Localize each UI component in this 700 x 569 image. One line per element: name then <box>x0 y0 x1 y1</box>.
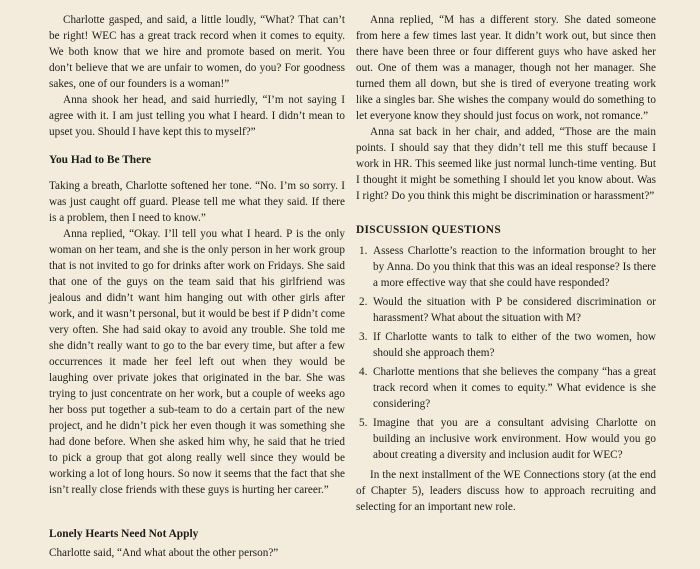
section-heading-lonely-hearts: Lonely Hearts Need Not Apply <box>49 528 199 540</box>
discussion-question <box>356 294 656 326</box>
question-number: 4. <box>359 366 368 378</box>
section-heading-you-had-to-be-there: You Had to Be There <box>49 154 152 166</box>
question-text: Would the situation with P be considered discrimination or harassment? What about the situation with M? <box>373 296 656 324</box>
left-column <box>49 12 345 561</box>
discussion-questions-heading: DISCUSSION QUESTIONS <box>356 224 501 236</box>
question-number: 2. <box>359 296 368 308</box>
question-number: 5. <box>359 417 368 429</box>
question-number: 1. <box>359 245 368 257</box>
paragraph-anna-shook-head: Anna shook her head, and said hurriedly, “I’m not saying I agree with it. I am just telling you what I heard. I didn’t mean to upset you. Should I have kept this to myself?” <box>49 94 345 138</box>
paragraph-other-person: Charlotte said, “And what about the other person?” <box>49 547 279 559</box>
discussion-question <box>356 415 656 463</box>
paragraph-charlotte-gasped: Charlotte gasped, and said, a little loudly, “What? That can’t be right! WEC has a great track record when it comes to equity. We both know that we hire and promote based on merit. You don’t believe that we are unfair to women, do you? For goodness sakes, one of our founders is a woman!” <box>49 14 345 90</box>
discussion-question <box>356 329 656 361</box>
paragraph-anna-sat-back: Anna sat back in her chair, and added, “Those are the main points. I should say that they didn’t tell me this stuff because I work in HR. This seemed like just normal lunch-time venting. But I thought it might be something I should let you know about. Was I right? Do you think this might be discrimination or harassment?” <box>356 126 656 202</box>
question-text: If Charlotte wants to talk to either of the two women, how should she approach them? <box>373 331 656 359</box>
question-text: Assess Charlotte’s reaction to the information brought to her by Anna. Do you think that this was an ideal response? Is there a more effective way that she could have responded? <box>373 245 656 289</box>
question-text: Imagine that you are a consultant advising Charlotte on building an inclusive work environment. How would you go about creating a diversity and inclusion audit for WEC? <box>373 417 656 461</box>
discussion-question <box>356 243 656 291</box>
discussion-questions-list <box>356 243 656 463</box>
paragraph-anna-replied-p: Anna replied, “Okay. I’ll tell you what I heard. P is the only woman on her team, and she is the only person in her work group that is not invited to go for drinks after work on Fridays. She said that one of the guys on the team said that his girlfriend was jealous and didn’t want him hanging out with other girls after work, and it wasn’t personal, but it would be best if P didn’t come very often. She had said okay to avoid any trouble. She told me she didn’t really want to go to the bar every time, but after a few occurrences it made her feel left out when they would be laughing over private jokes that originated in the bar. She was trying to just concentrate on her work, but a couple of weeks ago her boss put together a sub-team to do a certain part of the new project, and he didn’t pick her even though it was something she had done before. When she asked him why, he said that he tried to pick a group that got along really well since they would be working a lot of long hours. So now it seems that the fact that she isn’t really close friends with these guys is hurting her career.” <box>49 228 345 496</box>
paragraph-anna-replied-m: Anna replied, “M has a different story. She dated someone from here a few times last year. It didn’t work out, but since then there have been three or four different guys who have asked her out. One of them was a manager, though not her manager. She turned them all down, but she is tired of everyone treating work like a singles bar. She wishes the company would do something to let everyone know they should just focus on work, not romance.” <box>356 14 656 122</box>
paragraph-next-installment: In the next installment of the WE Connections story (at the end of Chapter 5), leaders discuss how to approach recruiting and selecting for an important new role. <box>356 469 656 513</box>
right-column <box>356 12 656 515</box>
question-number: 3. <box>359 331 368 343</box>
question-text: Charlotte mentions that she believes the company “has a great track record when it comes to equity.” What evidence is she considering? <box>373 366 656 410</box>
discussion-question <box>356 364 656 412</box>
paragraph-taking-a-breath: Taking a breath, Charlotte softened her tone. “No. I’m so sorry. I was just caught off guard. Please tell me what they said. If there is a problem, then I need to know.” <box>49 180 345 224</box>
